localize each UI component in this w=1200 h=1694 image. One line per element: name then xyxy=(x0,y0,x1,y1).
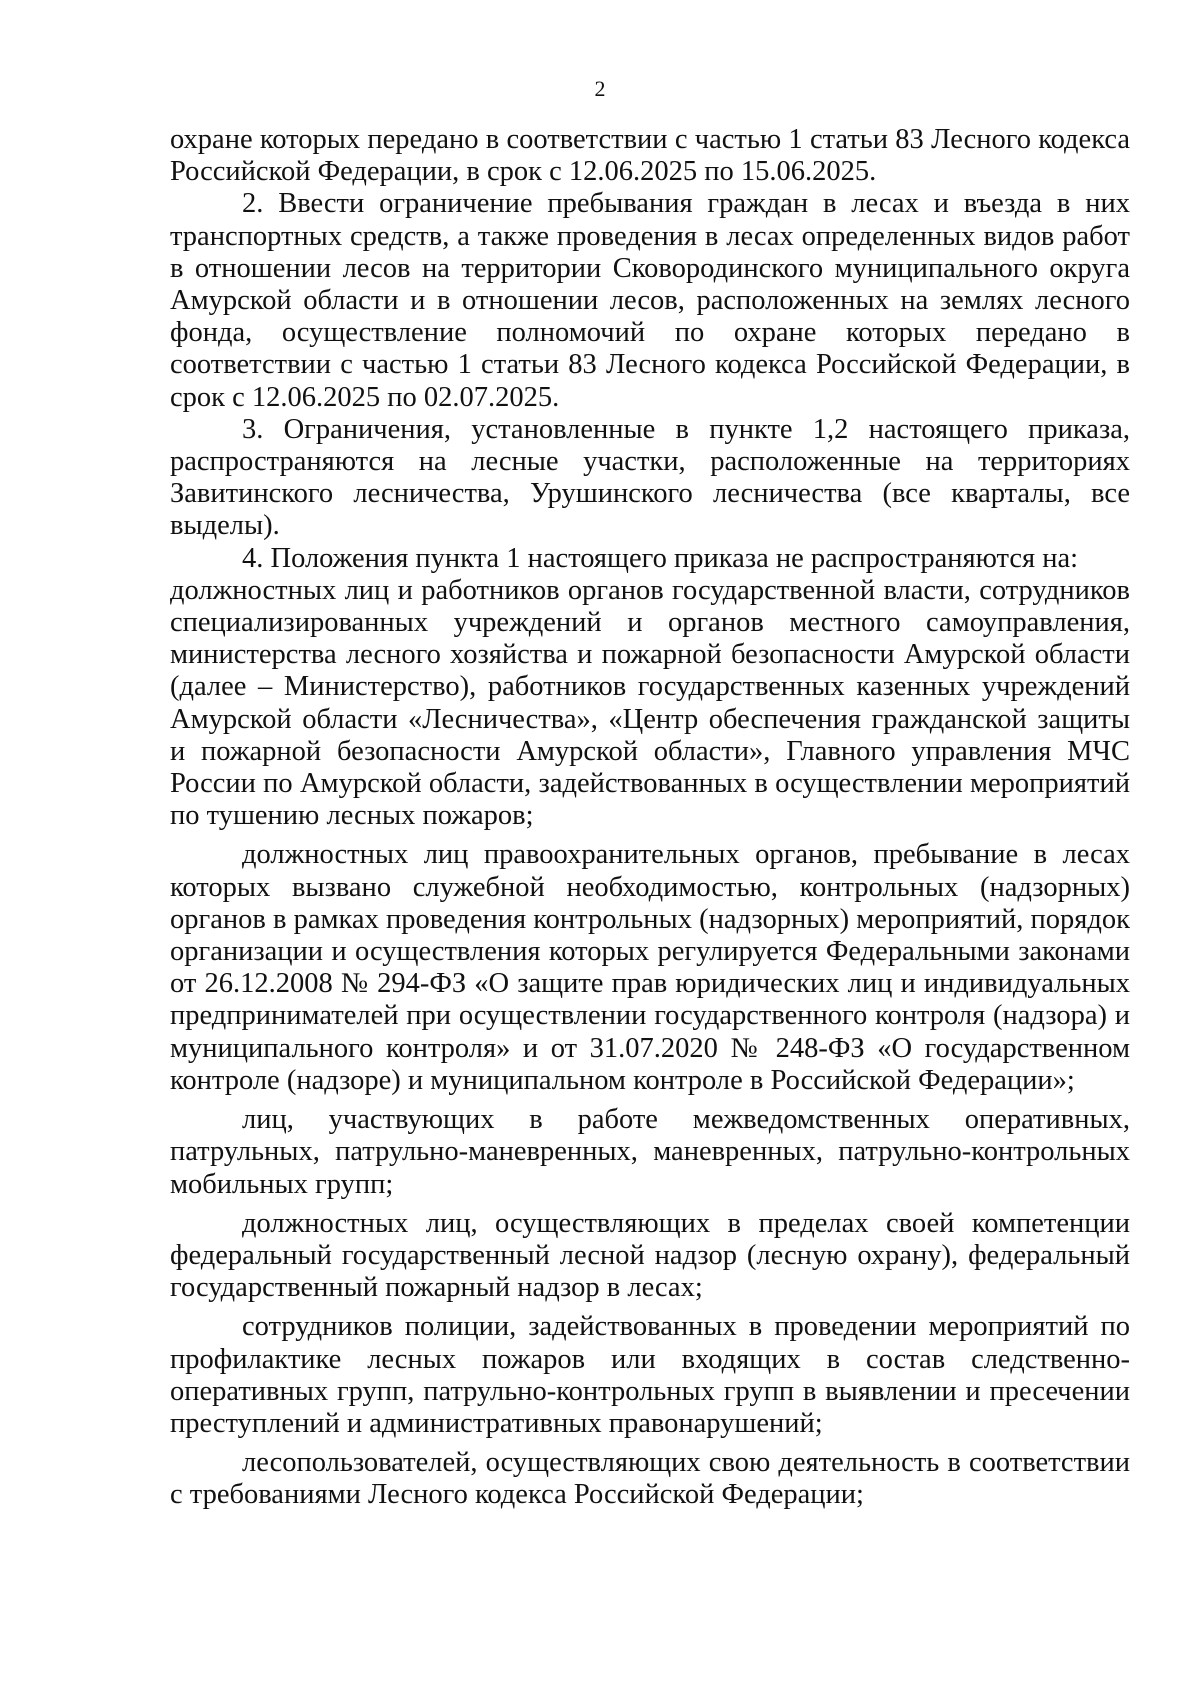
paragraph-item-3: 3. Ограничения, установленные в пункте 1,2 настоящего приказа, распространяются на лесные участки, расположенные на территориях Завитинского лесничества, Урушинского лесничества (все кварталы, все выделы). xyxy=(170,413,1130,542)
paragraph-exception-officials: должностных лиц и работников органов государственной власти, сотрудников специализированных учреждений и органов местного самоуправления, министерства лесного хозяйства и пожарной безопасности Амурской области (далее – Министерство), работников государственных казенных учреждений Амурской области «Лесничества», «Центр обеспечения гражданской защиты и пожарной безопасности Амурской области», Главного управления МЧС России по Амурской области, задействованных в осуществлении мероприятий по тушению лесных пожаров; xyxy=(170,574,1130,832)
paragraph-exception-forest-supervision: должностных лиц, осуществляющих в пределах своей компетенции федеральный государственный лесной надзор (лесную охрану), федеральный государственный пожарный надзор в лесах; xyxy=(170,1207,1130,1304)
paragraph-continuation: охране которых передано в соответствии с частью 1 статьи 83 Лесного кодекса Российской Федерации, в срок с 12.06.2025 по 15.06.2025. xyxy=(170,124,1130,188)
paragraph-item-4: 4. Положения пункта 1 настоящего приказа не распространяются на: xyxy=(242,542,1079,574)
document-body xyxy=(170,124,1130,1512)
paragraph-exception-forest-users: лесопользователей, осуществляющих свою деятельность в соответствии с требованиями Лесного кодекса Российской Федерации; xyxy=(170,1447,1130,1511)
paragraph-exception-mobile-groups: лиц, участвующих в работе межведомственных оперативных, патрульных, патрульно-маневренных, маневренных, патрульно-контрольных мобильных групп; xyxy=(170,1104,1130,1200)
paragraph-exception-law-enforcement: должностных лиц правоохранительных органов, пребывание в лесах которых вызвано служебной необходимостью, контрольных (надзорных) органов в рамках проведения контрольных (надзорных) мероприятий, порядок организации и осуществления которых регулируется Федеральными законами от 26.12.2008 № 294-ФЗ «О защите прав юридических лиц и индивидуальных предпринимателей при осуществлении государственного контроля (надзора) и муниципального контроля» и от 31.07.2020 № 248-ФЗ «О государственном контроле (надзоре) и муниципальном контроле в Российской Федерации»; xyxy=(170,839,1130,1096)
paragraph-exception-police: сотрудников полиции, задействованных в проведении мероприятий по профилактике лесных пожаров или входящих в состав следственно-оперативных групп, патрульно-контрольных групп в выявлении и пресечении преступлений и административных правонарушений; xyxy=(170,1311,1130,1439)
paragraph-item-2: 2. Ввести ограничение пребывания граждан в лесах и въезда в них транспортных средств, а также проведения в лесах определенных видов работ в отношении лесов на территории Сковородинского муниципального округа Амурской области и в отношении лесов, расположенных на землях лесного фонда, осуществление полномочий по охране которых передано в соответствии с частью 1 статьи 83 Лесного кодекса Российской Федерации, в срок с 12.06.2025 по 02.07.2025. xyxy=(170,188,1130,413)
page-number: 2 xyxy=(594,76,606,101)
